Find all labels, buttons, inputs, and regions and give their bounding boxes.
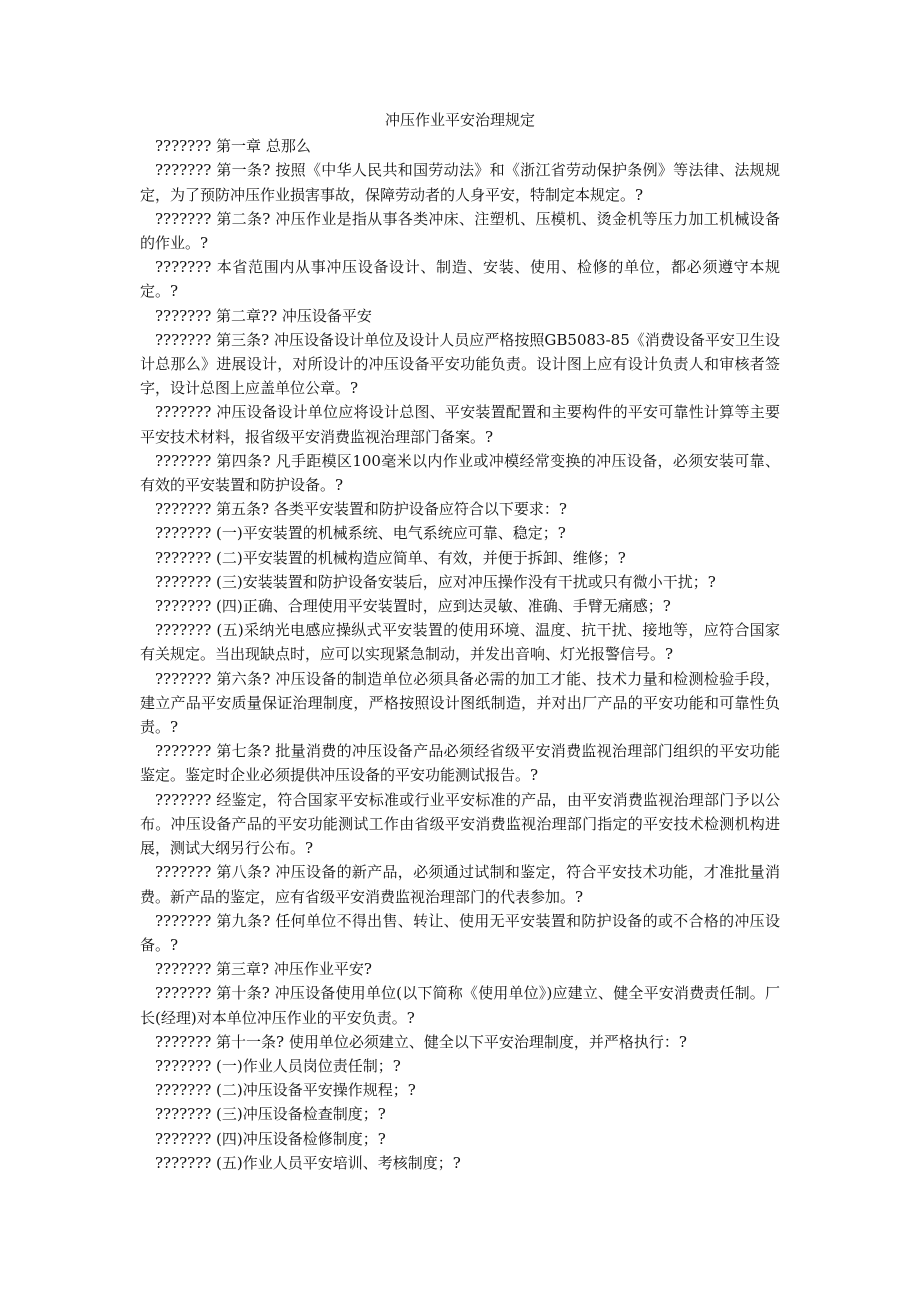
paragraph: ??????? 第十条? 冲压设备使用单位(以下简称《使用单位》)应建立、健全平安消费责任制。厂长(经理)对本单位冲压作业的平安负责。? xyxy=(140,984,780,1027)
paragraph: ??????? (五)作业人员平安培训、考核制度；? xyxy=(155,1153,461,1172)
paragraph: ??????? 第九条? 任何单位不得出售、转让、使用无平安装置和防护设备的或不合格的冲压设备。? xyxy=(140,911,780,954)
paragraph: ??????? (三)冲压设备检查制度；? xyxy=(155,1105,386,1124)
paragraph: ??????? 第七条? 批量消费的冲压设备产品必须经省级平安消费监视治理部门组织的平安功能鉴定。鉴定时企业必须提供冲压设备的平安功能测试报告。? xyxy=(140,742,780,785)
paragraph: ??????? (一)作业人员岗位责任制；? xyxy=(155,1056,401,1075)
paragraph: ??????? 第十一条? 使用单位必须建立、健全以下平安治理制度，并严格执行：? xyxy=(155,1032,687,1051)
paragraph: ??????? 第五条? 各类平安装置和防护设备应符合以下要求：? xyxy=(155,500,567,519)
paragraph: ??????? (三)安装装置和防护设备安装后，应对冲压操作没有干扰或只有微小干扰；? xyxy=(155,572,716,591)
paragraph: ??????? 第三章? 冲压作业平安? xyxy=(155,960,372,979)
document-body xyxy=(140,134,780,1175)
paragraph: ??????? 第四条? 凡手距模区100毫米以内作业或冲模经常变换的冲压设备，必须安装可靠、有效的平安装置和防护设备。? xyxy=(140,451,780,495)
document-page xyxy=(140,108,780,1175)
paragraph: ??????? 本省范围内从事冲压设备设计、制造、安装、使用、检修的单位，都必须遵守本规定。? xyxy=(140,258,780,301)
paragraph: ??????? 第三条? 冲压设备设计单位及设计人员应严格按照GB5083-85《消费设备平安卫生设计总那么》进展设计，对所设计的冲压设备平安功能负责。设计图上应有设计负责人和审核者签字，设计总图上应盖单位公章。? xyxy=(140,330,780,398)
paragraph: ??????? 第二条? 冲压作业是指从事各类冲床、注塑机、压模机、烫金机等压力加工机械设备的作业。? xyxy=(140,209,780,253)
paragraph: ??????? (五)采纳光电感应操纵式平安装置的使用环境、温度、抗干扰、接地等，应符合国家有关规定。当出现缺点时，应可以实现紧急制动，并发出音响、灯光报警信号。? xyxy=(140,621,780,664)
paragraph: ??????? (四)正确、合理使用平安装置时，应到达灵敏、准确、手臂无痛感；? xyxy=(155,597,671,616)
paragraph: ??????? 第八条? 冲压设备的新产品，必须通过试制和鉴定，符合平安技术功能，才准批量消费。新产品的鉴定，应有省级平安消费监视治理部门的代表参加。? xyxy=(140,863,780,906)
document-title: 冲压作业平安治理规定 xyxy=(384,111,535,129)
paragraph: ??????? 冲压设备设计单位应将设计总图、平安装置配置和主要构件的平安可靠性计算等主要平安技术材料，报省级平安消费监视治理部门备案。? xyxy=(140,403,780,446)
paragraph: ??????? (二)冲压设备平安操作规程；? xyxy=(155,1081,416,1100)
paragraph: ??????? 第一条? 按照《中华人民共和国劳动法》和《浙江省劳动保护条例》等法律、法规规定，为了预防冲压作业损害事故，保障劳动者的人身平安，特制定本规定。? xyxy=(140,161,780,204)
paragraph: ??????? (一)平安装置的机械系统、电气系统应可靠、稳定；? xyxy=(155,524,566,543)
paragraph: ??????? 第一章 总那么 xyxy=(155,137,311,156)
paragraph: ??????? (二)平安装置的机械构造应简单、有效，并便于拆卸、维修；? xyxy=(155,548,626,567)
paragraph: ??????? 经鉴定，符合国家平安标准或行业平安标准的产品，由平安消费监视治理部门予以公布。冲压设备产品的平安功能测试工作由省级平安消费监视治理部门指定的平安技术检测机构进展，测试大纲另行公布。? xyxy=(140,790,780,858)
paragraph: ??????? 第六条? 冲压设备的制造单位必须具备必需的加工才能、技术力量和检测检验手段，建立产品平安质量保证治理制度，严格按照设计图纸制造，并对出厂产品的平安功能和可靠性负责。? xyxy=(140,669,780,737)
paragraph: ??????? (四)冲压设备检修制度；? xyxy=(155,1129,386,1148)
paragraph: ??????? 第二章?? 冲压设备平安 xyxy=(155,306,372,325)
